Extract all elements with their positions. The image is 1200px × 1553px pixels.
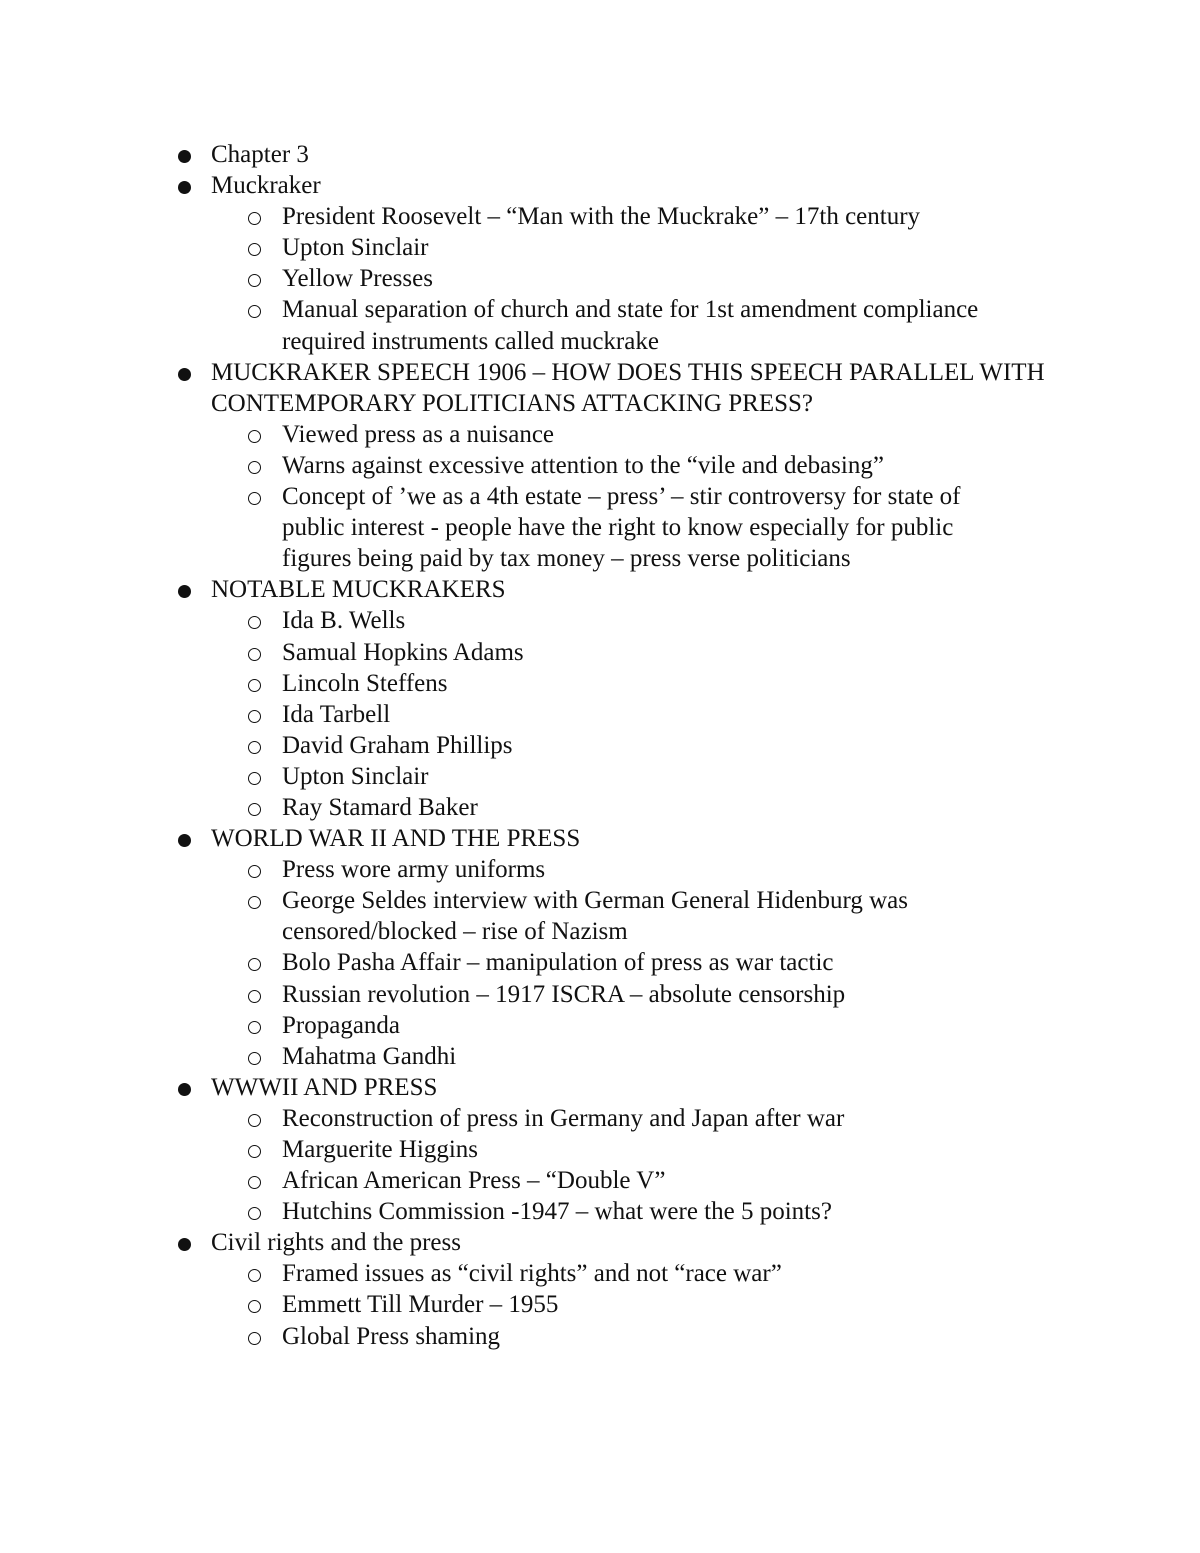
hollow-bullet-icon [248, 896, 261, 909]
outline-subitem [0, 232, 1200, 263]
outline-item [0, 139, 1200, 170]
outline-text-line: Manual separation of church and state for 1st amendment compliance [282, 296, 979, 324]
hollow-bullet-icon [248, 1052, 261, 1065]
hollow-bullet-icon [248, 741, 261, 754]
outline-text-line: Upton Sinclair [282, 762, 429, 790]
document-outline [0, 139, 1200, 1352]
outline-text-line: Ida Tarbell [282, 700, 391, 728]
outline-text-line: Concept of ’we as a 4th estate – press’ – stir controversy for state of [282, 483, 961, 511]
hollow-bullet-icon [248, 1176, 261, 1189]
outline-text-line: Marguerite Higgins [282, 1136, 479, 1163]
outline-subitem [0, 263, 1200, 294]
outline-text-line: WWWII AND PRESS [211, 1073, 438, 1101]
outline-subitem [0, 854, 1200, 885]
outline-subitem [0, 605, 1200, 636]
outline-subitem [0, 1258, 1200, 1289]
filled-bullet-icon [178, 834, 191, 847]
outline-subitem [0, 699, 1200, 730]
hollow-bullet-icon [248, 1114, 261, 1127]
outline-subitem [0, 450, 1200, 481]
outline-text-line: figures being paid by tax money – press verse politicians [282, 545, 851, 573]
outline-subitem [0, 947, 1200, 978]
outline-text-line: Ida B. Wells [282, 607, 406, 635]
outline-subitem [0, 481, 1200, 574]
outline-text-line: required instruments called muckrake [282, 327, 659, 355]
outline-text-line: David Graham Phillips [282, 731, 513, 759]
filled-bullet-icon [178, 585, 191, 598]
hollow-bullet-icon [248, 305, 261, 318]
hollow-bullet-icon [248, 1145, 261, 1158]
hollow-bullet-icon [248, 430, 261, 443]
hollow-bullet-icon [248, 990, 261, 1003]
hollow-bullet-icon [248, 274, 261, 287]
hollow-bullet-icon [248, 648, 261, 661]
hollow-bullet-icon [248, 679, 261, 692]
hollow-bullet-icon [248, 212, 261, 225]
outline-text-line: Lincoln Steffens [282, 669, 448, 697]
hollow-bullet-icon [248, 803, 261, 816]
outline-text-line: CONTEMPORARY POLITICIANS ATTACKING PRESS? [211, 389, 813, 417]
outline-text-line: Russian revolution – 1917 ISCRA – absolute censorship [282, 980, 846, 1008]
outline-item [0, 170, 1200, 201]
outline-text-line: Press wore army uniforms [282, 856, 546, 884]
outline-text-line: African American Press – “Double V” [282, 1167, 666, 1195]
outline-subitem [0, 668, 1200, 699]
outline-subitem [0, 1010, 1200, 1041]
outline-text-line: Samual Hopkins Adams [282, 638, 524, 666]
filled-bullet-icon [178, 1083, 191, 1096]
outline-text-line: NOTABLE MUCKRAKERS [211, 576, 506, 604]
outline-text-line: Ray Stamard Baker [282, 793, 478, 821]
outline-text-line: Reconstruction of press in Germany and Japan after war [282, 1104, 845, 1132]
filled-bullet-icon [178, 150, 191, 163]
hollow-bullet-icon [248, 1021, 261, 1034]
hollow-bullet-icon [248, 616, 261, 629]
outline-subitem [0, 637, 1200, 668]
outline-text-line: Civil rights and the press [211, 1229, 461, 1257]
hollow-bullet-icon [248, 865, 261, 878]
outline-subitem [0, 730, 1200, 761]
hollow-bullet-icon [248, 1269, 261, 1282]
outline-subitem [0, 294, 1200, 356]
outline-item [0, 574, 1200, 605]
outline-subitem [0, 792, 1200, 823]
outline-subitem [0, 419, 1200, 450]
outline-item [0, 357, 1200, 419]
outline-text-line: Warns against excessive attention to the “vile and debasing” [282, 451, 884, 479]
outline-text-line: Bolo Pasha Affair – manipulation of press as war tactic [282, 949, 834, 977]
outline-subitem [0, 885, 1200, 947]
outline-subitem [0, 1165, 1200, 1196]
outline-text-line: Yellow Presses [282, 265, 433, 293]
outline-subitem [0, 1289, 1200, 1320]
outline-subitem [0, 1321, 1200, 1352]
outline-text-line: public interest - people have the right to know especially for public [282, 514, 954, 542]
outline-subitem [0, 1041, 1200, 1072]
hollow-bullet-icon [248, 1332, 261, 1345]
outline-text-line: Framed issues as “civil rights” and not “race war” [282, 1260, 782, 1288]
outline-item [0, 1072, 1200, 1103]
filled-bullet-icon [178, 181, 191, 194]
filled-bullet-icon [178, 368, 191, 381]
hollow-bullet-icon [248, 772, 261, 785]
outline-subitem [0, 761, 1200, 792]
outline-text-line: Chapter 3 [211, 141, 309, 168]
outline-item [0, 823, 1200, 854]
hollow-bullet-icon [248, 1207, 261, 1220]
outline-text-line: Viewed press as a nuisance [282, 420, 555, 448]
outline-subitem [0, 979, 1200, 1010]
outline-subitem [0, 1103, 1200, 1134]
outline-subitem [0, 1196, 1200, 1227]
outline-text-line: Emmett Till Murder – 1955 [282, 1291, 559, 1319]
outline-text-line: censored/blocked – rise of Nazism [282, 918, 628, 946]
hollow-bullet-icon [248, 958, 261, 971]
outline-text-line: George Seldes interview with German General Hidenburg was [282, 887, 908, 915]
outline-text-line: Upton Sinclair [282, 234, 429, 262]
filled-bullet-icon [178, 1238, 191, 1251]
outline-subitem [0, 1134, 1200, 1165]
outline-text-line: Propaganda [282, 1011, 401, 1039]
outline-text-line: Mahatma Gandhi [282, 1042, 457, 1070]
outline-text-line: Global Press shaming [282, 1322, 501, 1350]
outline-text-line: WORLD WAR II AND THE PRESS [211, 825, 581, 853]
outline-text-line: MUCKRAKER SPEECH 1906 – HOW DOES THIS SPEECH PARALLEL WITH [211, 358, 1045, 386]
hollow-bullet-icon [248, 243, 261, 256]
hollow-bullet-icon [248, 492, 261, 505]
outline-text-line: Muckraker [211, 172, 321, 200]
hollow-bullet-icon [248, 1300, 261, 1313]
hollow-bullet-icon [248, 710, 261, 723]
outline-item [0, 1227, 1200, 1258]
outline-text-line: Hutchins Commission -1947 – what were the 5 points? [282, 1198, 832, 1226]
hollow-bullet-icon [248, 461, 261, 474]
outline-subitem [0, 201, 1200, 232]
outline-text-line: President Roosevelt – “Man with the Muckrake” – 17th century [282, 203, 921, 231]
